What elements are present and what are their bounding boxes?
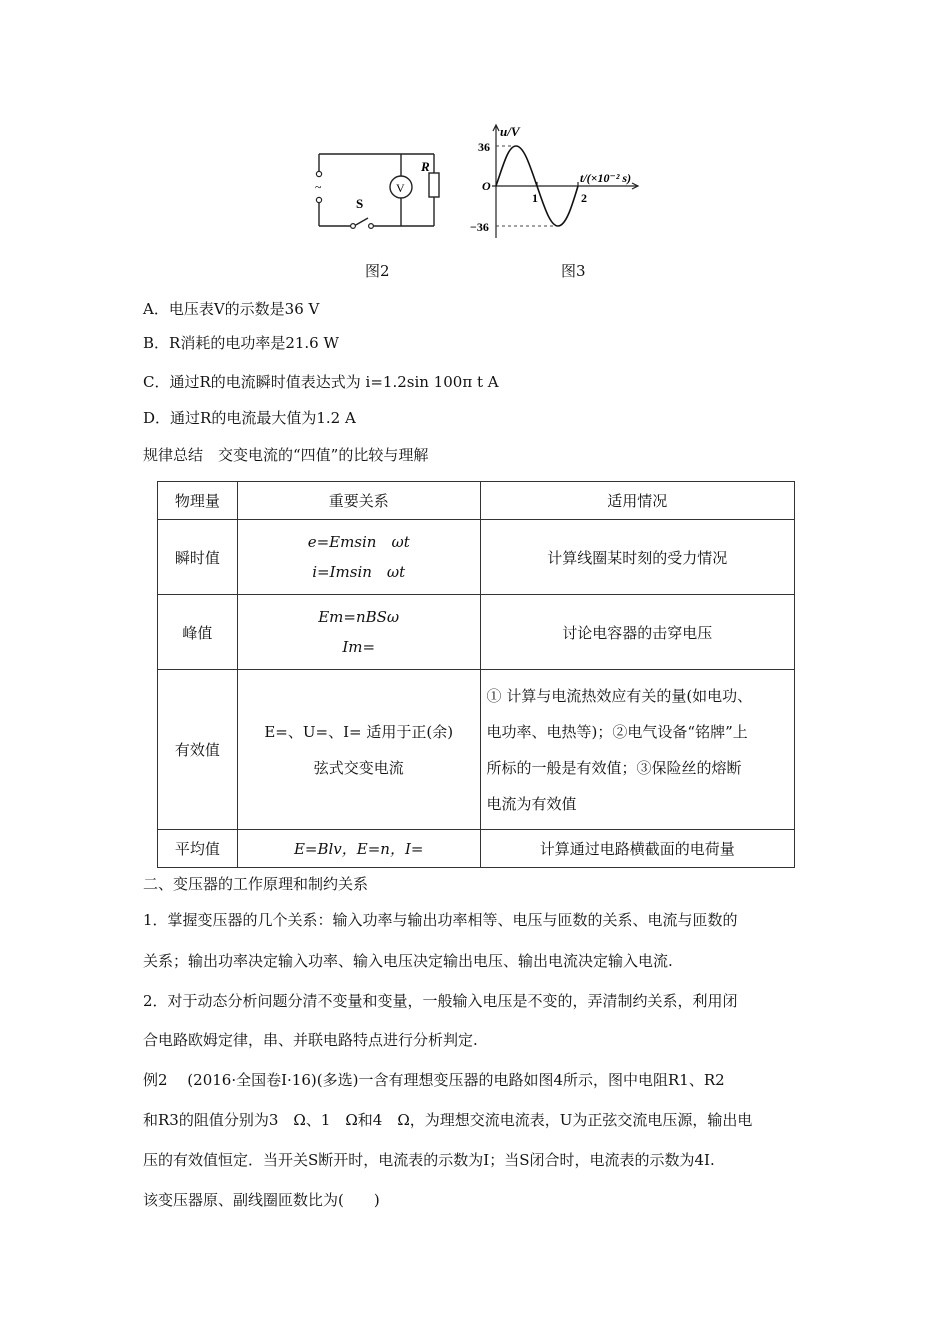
- usage-line: 电流为有效值: [486, 794, 577, 813]
- example-line-2: 和R3的阻值分别为3 Ω、1 Ω和4 Ω，为理想交流电流表，U为正弦交流电压源，输出电: [143, 1111, 753, 1129]
- example-line-4: 该变压器原、副线圈匝数比为( ): [143, 1191, 380, 1209]
- relation-line: e=Emsin ωt: [307, 533, 410, 551]
- header-quantity: 物理量: [158, 482, 238, 520]
- resistor-label: R: [421, 159, 430, 174]
- switch-label: S: [356, 196, 364, 211]
- x-tick-2: 2: [581, 191, 587, 205]
- option-b: B．R消耗的电功率是21.6 W: [143, 334, 339, 352]
- row-usage: 计算线圈某时刻的受力情况: [480, 520, 794, 595]
- row-relations: [237, 670, 480, 830]
- usage-line: ① 计算与电流热效应有关的量(如电功、: [486, 686, 753, 705]
- section-heading: 二、变压器的工作原理和制约关系: [143, 875, 369, 893]
- x-axis-label: t/(×10⁻² s): [580, 171, 632, 185]
- y-min-label: −36: [470, 220, 489, 234]
- figure-3-caption: 图3: [561, 262, 586, 280]
- row-name: 有效值: [158, 670, 238, 830]
- option-c: C．通过R的电流瞬时值表达式为 i=1.2sin 100π t A: [143, 373, 499, 391]
- relation-line: Em=nBSω: [318, 608, 400, 626]
- table-row: [158, 520, 795, 595]
- row-relations: [237, 595, 480, 670]
- origin-label: O: [482, 179, 491, 193]
- four-values-table: [157, 481, 795, 868]
- relation-line: Im=: [342, 638, 376, 656]
- header-usage: 适用情况: [480, 482, 794, 520]
- item-1-line-2: 关系；输出功率决定输入功率、输入电压决定输出电压、输出电流决定输入电流.: [143, 952, 673, 970]
- row-name: 瞬时值: [158, 520, 238, 595]
- row-relations: E=Blv，E=n，I=: [237, 830, 480, 868]
- table-header-row: [158, 482, 795, 520]
- item-2-line-2: 合电路欧姆定律，串、并联电路特点进行分析判定.: [143, 1031, 478, 1049]
- usage-line: 所标的一般是有效值；③保险丝的熔断: [486, 758, 742, 777]
- header-relation: 重要关系: [237, 482, 480, 520]
- item-1-line-1: 1．掌握变压器的几个关系：输入功率与输出功率相等、电压与匝数的关系、电流与匝数的: [143, 911, 738, 929]
- table-row: [158, 670, 795, 830]
- x-tick-1: 1: [532, 191, 538, 205]
- example-line-3: 压的有效值恒定．当开关S断开时，电流表的示数为I；当S闭合时，电流表的示数为4I.: [143, 1151, 715, 1169]
- option-a: A．电压表V的示数是36 V: [143, 300, 320, 318]
- row-usage: 计算通过电路横截面的电荷量: [480, 830, 794, 868]
- voltage-time-graph: [460, 120, 660, 240]
- option-d: D．通过R的电流最大值为1.2 A: [143, 409, 356, 427]
- row-name: 平均值: [158, 830, 238, 868]
- figure-2-circuit: [300, 140, 450, 240]
- relation-line: 弦式交变电流: [313, 758, 404, 777]
- y-max-label: 36: [478, 140, 490, 154]
- usage-line: 电功率、电热等)；②电气设备“铭牌”上: [486, 722, 748, 741]
- ac-source-symbol: ~: [315, 180, 322, 194]
- circuit-diagram: [300, 140, 450, 240]
- table-row: [158, 830, 795, 868]
- table-row: [158, 595, 795, 670]
- figure-3-graph: [460, 120, 660, 240]
- figure-2-caption: 图2: [365, 262, 390, 280]
- relation-line: i=Imsin ωt: [312, 563, 406, 581]
- row-name: 峰值: [158, 595, 238, 670]
- relation-line: E=、U=、I= 适用于正(余): [264, 722, 454, 741]
- summary-title: 规律总结 交变电流的“四值”的比较与理解: [143, 446, 429, 464]
- row-usage: 讨论电容器的击穿电压: [480, 595, 794, 670]
- example-line-1: 例2 (2016·全国卷Ⅰ·16)(多选)一含有理想变压器的电路如图4所示，图中电阻R1、R2: [143, 1071, 725, 1089]
- item-2-line-1: 2．对于动态分析问题分清不变量和变量，一般输入电压是不变的，弄清制约关系，利用闭: [143, 992, 738, 1010]
- voltmeter-label: V: [396, 181, 405, 195]
- row-usage: [480, 670, 794, 830]
- row-relations: [237, 520, 480, 595]
- y-axis-label: u/V: [500, 124, 520, 139]
